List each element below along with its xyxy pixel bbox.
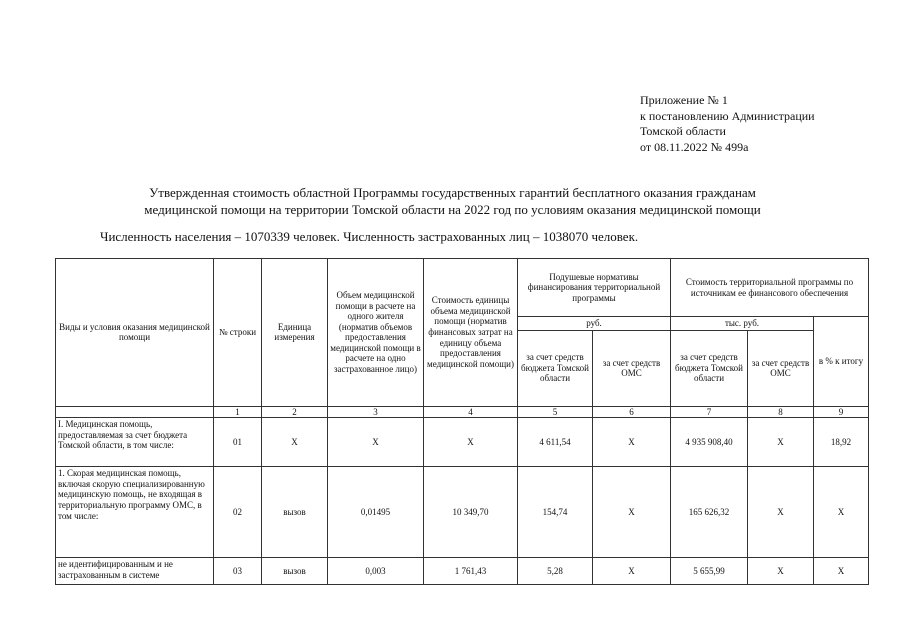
document-title — [60, 184, 845, 218]
appendix-line: Приложение № 1 — [640, 93, 728, 107]
cell: 4 935 908,40 — [671, 418, 748, 467]
cell-kind: не идентифицированным и не застрахованным в системе — [56, 558, 214, 585]
title-line: Утвержденная стоимость областной Программы государственных гарантий бесплатного оказания гражданам — [149, 185, 756, 200]
col-number: 2 — [262, 406, 328, 418]
column-numbers-row — [56, 406, 869, 418]
header-per-capita: Подушевые нормативы финансирования территориальной программы — [518, 259, 671, 317]
cost-table — [55, 258, 869, 585]
cell: 0,01495 — [328, 467, 424, 558]
cell: Х — [593, 558, 671, 585]
cell: 165 626,32 — [671, 467, 748, 558]
col-number: 7 — [671, 406, 748, 418]
header-volume: Объем медицинской помощи в расчете на одного жителя (норматив объемов предоставления медицинской помощи в расчете на одно застрахованное лицо) — [328, 259, 424, 407]
header-kinds: Виды и условия оказания медицинской помощи — [56, 259, 214, 407]
cell: Х — [748, 558, 814, 585]
cell: 02 — [214, 467, 262, 558]
cell: Х — [593, 467, 671, 558]
cell: Х — [814, 467, 869, 558]
table-row — [56, 558, 869, 585]
population-info: Численность населения – 1070339 человек. Численность застрахованных лиц – 1038070 человек. — [100, 229, 639, 244]
cell: 5,28 — [518, 558, 593, 585]
cell: Х — [748, 467, 814, 558]
header-percent: в % к итогу — [814, 317, 869, 407]
header-rub: руб. — [518, 317, 671, 331]
cell: Х — [748, 418, 814, 467]
header-unit: Единица измерения — [262, 259, 328, 407]
cell: 03 — [214, 558, 262, 585]
header-row-no: № строки — [214, 259, 262, 407]
cell: 1 761,43 — [424, 558, 518, 585]
header-oms: за счет средств ОМС — [593, 330, 671, 406]
header-oms-2: за счет средств ОМС — [748, 330, 814, 406]
cell: 154,74 — [518, 467, 593, 558]
appendix-block — [640, 93, 815, 155]
cell-kind: 1. Скорая медицинская помощь, включая скорую специализированную медицинскую помощь, не входящая в территориальную программу ОМС, в том числе: — [56, 467, 214, 558]
header-budget-2: за счет средств бюджета Томской области — [671, 330, 748, 406]
header-budget: за счет средств бюджета Томской области — [518, 330, 593, 406]
col-number: 6 — [593, 406, 671, 418]
col-number: 1 — [214, 406, 262, 418]
cell: 5 655,99 — [671, 558, 748, 585]
appendix-line: Томской области — [640, 124, 726, 138]
col-number: 4 — [424, 406, 518, 418]
cell: 0,003 — [328, 558, 424, 585]
cell: Х — [814, 558, 869, 585]
header-cost: Стоимость единицы объема медицинской помощи (норматив финансовых затрат на единицу объема предоставления медицинской помощи) — [424, 259, 518, 407]
col-number: 5 — [518, 406, 593, 418]
header-thousand-rub: тыс. руб. — [671, 317, 814, 331]
cell: Х — [262, 418, 328, 467]
appendix-line: к постановлению Администрации — [640, 108, 815, 123]
cell: 01 — [214, 418, 262, 467]
table-row — [56, 418, 869, 467]
cell: 18,92 — [814, 418, 869, 467]
cell-kind: I. Медицинская помощь, предоставляемая за счет бюджета Томской области, в том числе: — [56, 418, 214, 467]
cell: Х — [593, 418, 671, 467]
cell: вызов — [262, 558, 328, 585]
table-row — [56, 467, 869, 558]
appendix-line: от 08.11.2022 № 499а — [640, 139, 749, 154]
cell: Х — [328, 418, 424, 467]
cell: 10 349,70 — [424, 467, 518, 558]
col-number: 8 — [748, 406, 814, 418]
header-territorial-cost: Стоимость территориальной программы по источникам ее финансового обеспечения — [671, 259, 869, 317]
cell: 4 611,54 — [518, 418, 593, 467]
cell: Х — [424, 418, 518, 467]
title-line: медицинской помощи на территории Томской области на 2022 год по условиям оказания медицинской помощи — [144, 202, 761, 217]
col-number — [56, 406, 214, 418]
col-number: 9 — [814, 406, 869, 418]
col-number: 3 — [328, 406, 424, 418]
cell: вызов — [262, 467, 328, 558]
